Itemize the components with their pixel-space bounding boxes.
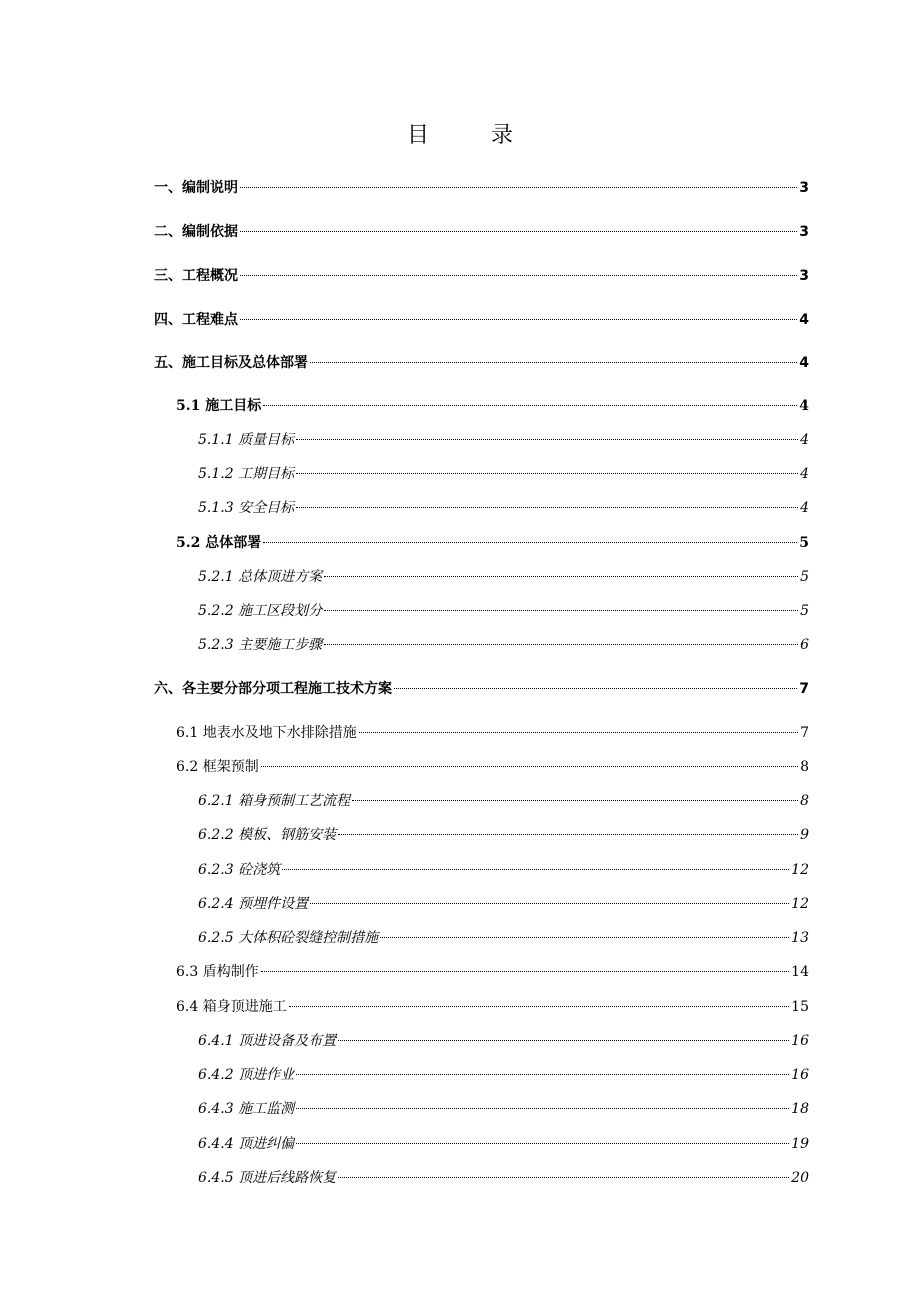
dot-leader [324,644,798,645]
toc-entry-label: 三、工程概况 [154,268,238,284]
toc-page-number: 4 [800,500,809,516]
toc-entry-label: 6.2.2 模板、钢筋安装 [198,827,337,843]
toc-page-number: 4 [799,312,809,328]
toc-entry-5-1[interactable] [176,396,809,416]
toc-entry-label: 6.2.3 砼浇筑 [198,862,281,878]
toc-page-number: 6 [800,637,809,653]
toc-page-number: 4 [799,355,809,371]
toc-entry-6-4-2[interactable] [198,1065,809,1085]
toc-entry-label: 5.1.2 工期目标 [198,466,295,482]
toc-entry-6-4-5[interactable] [198,1168,809,1188]
dot-leader [352,800,798,801]
toc-page-number: 7 [800,725,809,741]
toc-page-number: 12 [791,896,809,912]
toc-entry-6-4-4[interactable] [198,1134,809,1154]
dot-leader [338,1040,789,1041]
toc-entry-section-4[interactable] [154,310,809,330]
toc-entry-6-2[interactable] [176,757,809,777]
dot-leader [324,576,798,577]
toc-page-number: 18 [791,1101,809,1117]
toc-page-number: 12 [791,862,809,878]
dot-leader [261,971,789,972]
toc-entry-section-2[interactable] [154,222,809,242]
toc-entry-6-4[interactable] [176,997,809,1017]
toc-entry-5-2[interactable] [176,533,809,553]
toc-entry-label: 6.1 地表水及地下水排除措施 [176,725,357,741]
dot-leader [310,362,797,363]
dot-leader [282,869,789,870]
toc-entry-5-2-1[interactable] [198,567,809,587]
toc-page-number: 16 [791,1033,809,1049]
toc-page-number: 3 [799,224,809,240]
toc-entry-section-3[interactable] [154,266,809,286]
toc-entry-label: 五、施工目标及总体部署 [154,355,308,371]
dot-leader [394,688,797,689]
toc-entry-label: 6.4.5 顶进后线路恢复 [198,1170,337,1186]
toc-entry-6-2-2[interactable] [198,825,809,845]
toc-entry-5-2-3[interactable] [198,635,809,655]
toc-entry-label: 6.4.2 顶进作业 [198,1067,295,1083]
toc-entry-section-1[interactable] [154,178,809,198]
toc-entry-label: 5.1.1 质量目标 [198,432,295,448]
toc-entry-6-4-3[interactable] [198,1099,809,1119]
toc-entry-6-2-3[interactable] [198,860,809,880]
toc-entry-5-1-3[interactable] [198,498,809,518]
dot-leader [296,1143,789,1144]
toc-page-number: 15 [791,999,809,1015]
toc-entry-6-4-1[interactable] [198,1031,809,1051]
toc-page-number: 3 [799,268,809,284]
toc-entry-5-2-2[interactable] [198,601,809,621]
toc-entry-label: 6.4.1 顶进设备及布置 [198,1033,337,1049]
dot-leader [296,473,798,474]
toc-page-number: 4 [800,466,809,482]
toc-entry-label: 5.2.2 施工区段划分 [198,603,323,619]
toc-entry-label: 6.3 盾构制作 [176,964,259,980]
dot-leader [359,732,798,733]
toc-entry-6-2-1[interactable] [198,791,809,811]
toc-entry-label: 6.2.5 大体积砼裂缝控制措施 [198,930,379,946]
toc-entry-label: 6.2.4 预埋件设置 [198,896,309,912]
toc-entry-section-6[interactable] [154,679,809,699]
dot-leader [296,1108,789,1109]
dot-leader [324,610,798,611]
toc-entry-5-1-2[interactable] [198,464,809,484]
dot-leader [296,439,798,440]
toc-entry-6-2-4[interactable] [198,894,809,914]
toc-entry-label: 5.2 总体部署 [176,535,262,551]
toc-page-number: 20 [791,1170,809,1186]
toc-page-number: 13 [791,930,809,946]
toc-entry-label: 六、各主要分部分项工程施工技术方案 [154,681,392,697]
dot-leader [296,1074,789,1075]
toc-page-number: 8 [800,759,809,775]
toc-entry-6-1[interactable] [176,723,809,743]
toc-entry-label: 6.4.4 顶进纠偏 [198,1136,295,1152]
dot-leader [310,903,789,904]
toc-page-number: 19 [791,1136,809,1152]
dot-leader [338,834,798,835]
toc-page-number: 14 [791,964,809,980]
dot-leader [240,319,797,320]
dot-leader [240,187,797,188]
toc-entry-6-2-5[interactable] [198,928,809,948]
toc-entry-label: 四、工程难点 [154,312,238,328]
dot-leader [261,766,798,767]
toc-entry-5-1-1[interactable] [198,430,809,450]
toc-entry-label: 6.4 箱身顶进施工 [176,999,287,1015]
toc-entry-label: 二、编制依据 [154,224,238,240]
dot-leader [263,405,797,406]
toc-entry-label: 5.2.3 主要施工步骤 [198,637,323,653]
toc-page-number: 16 [791,1067,809,1083]
toc-page-number: 5 [799,535,809,551]
toc-entry-label: 6.2.1 箱身预制工艺流程 [198,793,351,809]
toc-page-number: 5 [800,569,809,585]
toc-entry-label: 5.1.3 安全目标 [198,500,295,516]
dot-leader [263,542,797,543]
toc-page-number: 3 [799,180,809,196]
toc-page-number: 7 [799,681,809,697]
toc-page-number: 5 [800,603,809,619]
dot-leader [380,937,789,938]
dot-leader [338,1177,789,1178]
page-title: 目 录 [406,123,533,148]
dot-leader [296,507,798,508]
toc-page-number: 4 [799,398,809,414]
toc-entry-6-3[interactable] [176,962,809,982]
toc-page-number: 4 [800,432,809,448]
toc-entry-label: 6.4.3 施工监测 [198,1101,295,1117]
toc-page-number: 9 [800,827,809,843]
dot-leader [240,275,797,276]
toc-page-number: 8 [800,793,809,809]
toc-entry-label: 6.2 框架预制 [176,759,259,775]
dot-leader [240,231,797,232]
toc-entry-label: 5.2.1 总体顶进方案 [198,569,323,585]
toc-entry-label: 5.1 施工目标 [176,398,262,414]
dot-leader [289,1006,789,1007]
toc-entry-label: 一、编制说明 [154,180,238,196]
toc-entry-section-5[interactable] [154,353,809,373]
